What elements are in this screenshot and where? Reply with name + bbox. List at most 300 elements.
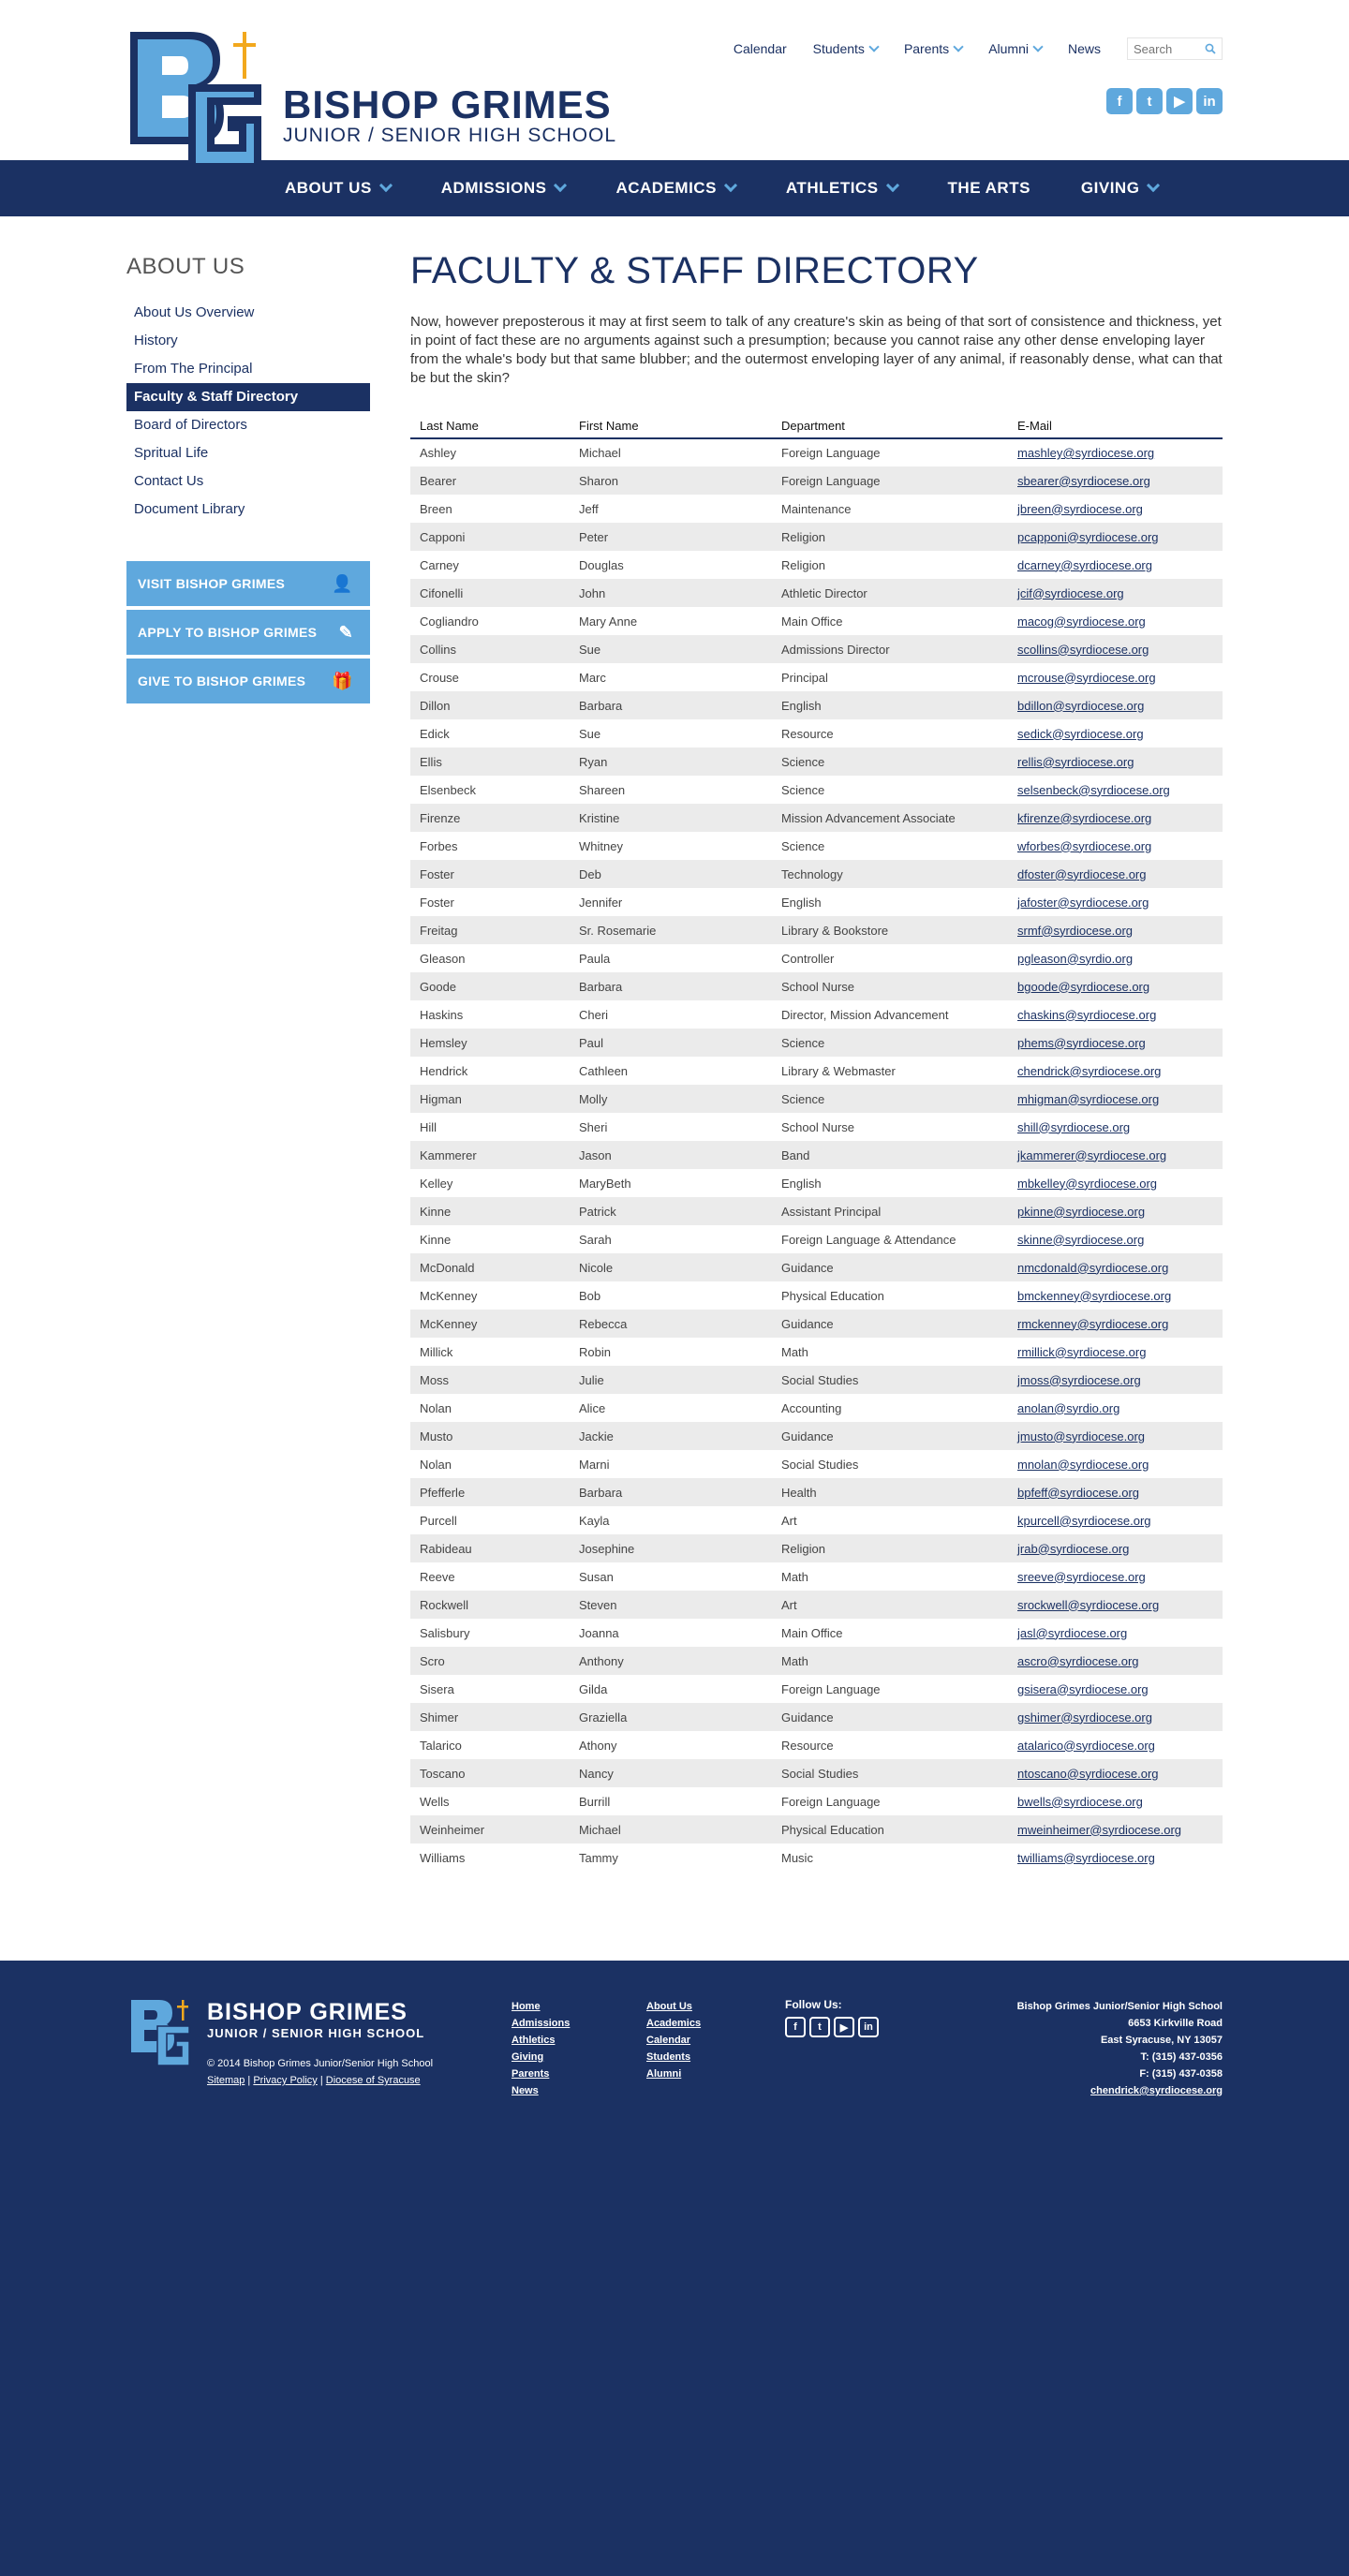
chevron-down-icon — [1147, 179, 1160, 192]
email-link[interactable]: mnolan@syrdiocese.org — [1017, 1457, 1149, 1472]
email-link[interactable]: nmcdonald@syrdiocese.org — [1017, 1260, 1169, 1275]
cell-last-name: Kelley — [420, 1176, 453, 1191]
cell-first-name: Athony — [579, 1738, 617, 1753]
cell-department: Band — [781, 1147, 810, 1162]
cell-last-name: Williams — [420, 1850, 466, 1865]
twitter-icon[interactable]: t — [1136, 88, 1163, 114]
cell-email — [1008, 944, 1223, 972]
cell-department: English — [781, 1176, 822, 1191]
cell-department: Foreign Language — [781, 446, 881, 460]
cell-first-name: Sue — [579, 726, 601, 741]
cell-last-name: Wells — [420, 1794, 450, 1809]
table-row — [410, 1029, 1223, 1057]
cell-first-name: Whitney — [579, 838, 623, 853]
email-link[interactable]: ntoscano@syrdiocese.org — [1017, 1766, 1159, 1781]
cell-department: Art — [781, 1513, 797, 1528]
cell-department: Controller — [781, 951, 835, 966]
table-row — [410, 1562, 1223, 1591]
cell-department: School Nurse — [781, 1119, 855, 1134]
email-link[interactable]: pgleason@syrdio.org — [1017, 951, 1134, 966]
address-city: East Syracuse, NY 13057 — [1100, 2035, 1223, 2046]
footer-nav-col-2 — [646, 1998, 701, 2082]
table-row — [410, 1619, 1223, 1647]
cell-department: Math — [781, 1569, 808, 1584]
diocese-link[interactable]: Diocese of Syracuse — [325, 2075, 421, 2086]
email-link[interactable]: wforbes@syrdiocese.org — [1017, 838, 1152, 853]
linkedin-icon[interactable]: in — [858, 2017, 879, 2037]
cell-email — [1008, 1085, 1223, 1113]
cell-first-name: Nancy — [579, 1766, 614, 1781]
footer-link-calendar[interactable]: Calendar — [646, 2035, 691, 2046]
table-row — [410, 1703, 1223, 1731]
sidebar-menu — [126, 299, 370, 524]
table-row — [410, 972, 1223, 1000]
utility-nav-calendar[interactable]: Calendar — [733, 41, 787, 56]
table-row — [410, 1338, 1223, 1366]
email-link[interactable]: mhigman@syrdiocese.org — [1017, 1091, 1160, 1106]
sidebar-title: ABOUT US — [126, 254, 245, 279]
footer-follow — [785, 1998, 882, 2037]
email-link[interactable]: srockwell@syrdiocese.org — [1017, 1597, 1160, 1612]
table-row — [410, 860, 1223, 888]
cell-last-name: McDonald — [420, 1260, 475, 1275]
chevron-down-icon — [379, 179, 393, 192]
email-link[interactable]: skinne@syrdiocese.org — [1017, 1232, 1145, 1247]
cell-last-name: Dillon — [420, 698, 451, 713]
email-link[interactable]: dcarney@syrdiocese.org — [1017, 557, 1152, 572]
cell-email — [1008, 832, 1223, 860]
cell-email — [1008, 719, 1223, 748]
cell-email — [1008, 663, 1223, 691]
cell-last-name: Shimer — [420, 1710, 459, 1725]
cell-first-name: Burrill — [579, 1794, 611, 1809]
cell-email — [1008, 1450, 1223, 1478]
email-link[interactable]: gsisera@syrdiocese.org — [1017, 1681, 1149, 1696]
email-link[interactable]: phems@syrdiocese.org — [1017, 1035, 1146, 1050]
sidebar-item-about-us-overview[interactable]: About Us Overview — [134, 304, 255, 320]
chevron-down-icon — [1032, 41, 1043, 52]
cell-email — [1008, 607, 1223, 635]
cell-first-name: Shareen — [579, 782, 626, 797]
cell-first-name: Jackie — [579, 1429, 614, 1443]
cell-last-name: Gleason — [420, 951, 466, 966]
twitter-icon[interactable]: t — [809, 2017, 830, 2037]
cell-last-name: Salisbury — [420, 1625, 470, 1640]
copyright: © 2014 Bishop Grimes Junior/Senior High School — [207, 2058, 434, 2069]
main-nav-the-arts[interactable]: THE ARTS — [947, 179, 1030, 197]
page-title: FACULTY & STAFF DIRECTORY — [410, 250, 979, 291]
cell-first-name: Paul — [579, 1035, 604, 1050]
cell-last-name: Foster — [420, 895, 454, 910]
table-row — [410, 1000, 1223, 1029]
table-row — [410, 438, 1223, 466]
linkedin-icon[interactable]: in — [1196, 88, 1223, 114]
column-header-department[interactable]: Department — [772, 414, 1008, 438]
cell-first-name: Sarah — [579, 1232, 612, 1247]
cell-email — [1008, 1478, 1223, 1506]
table-row — [410, 1478, 1223, 1506]
email-link[interactable]: dfoster@syrdiocese.org — [1017, 866, 1147, 881]
footer-school-name: BISHOP GRIMES JUNIOR / SENIOR HIGH SCHOOL — [207, 1999, 425, 2040]
cell-department: Physical Education — [781, 1288, 884, 1303]
cell-department: Resource — [781, 726, 834, 741]
cell-department: Mission Advancement Associate — [781, 810, 956, 825]
cell-first-name: Gilda — [579, 1681, 608, 1696]
apply-button[interactable]: APPLY TO BISHOP GRIMES ✎ — [126, 610, 370, 655]
cell-department: Athletic Director — [781, 585, 867, 600]
cell-last-name: Haskins — [420, 1007, 464, 1022]
cell-first-name: Sheri — [579, 1119, 608, 1134]
sidebar-item-spiritual-life[interactable]: Spritual Life — [134, 445, 209, 461]
cell-email — [1008, 888, 1223, 916]
cell-last-name: Freitag — [420, 923, 458, 938]
email-link[interactable]: mbkelley@syrdiocese.org — [1017, 1176, 1158, 1191]
email-link[interactable]: sbearer@syrdiocese.org — [1017, 473, 1150, 488]
table-row — [410, 1450, 1223, 1478]
facebook-icon[interactable]: f — [1106, 88, 1133, 114]
cell-department: Social Studies — [781, 1372, 859, 1387]
email-link[interactable]: rmillick@syrdiocese.org — [1017, 1344, 1147, 1359]
footer-link-admissions[interactable]: Admissions — [511, 2018, 571, 2029]
email-link[interactable]: sedick@syrdiocese.org — [1017, 726, 1144, 741]
email-link[interactable]: atalarico@syrdiocese.org — [1017, 1738, 1155, 1753]
sidebar-item-document-library[interactable]: Document Library — [134, 501, 245, 517]
email-link[interactable]: selsenbeck@syrdiocese.org — [1017, 782, 1170, 797]
address-name: Bishop Grimes Junior/Senior High School — [1016, 2001, 1223, 2012]
cell-department: Music — [781, 1850, 813, 1865]
email-link[interactable]: jrab@syrdiocese.org — [1017, 1541, 1130, 1556]
cell-first-name: Mary Anne — [579, 614, 638, 629]
cell-email — [1008, 523, 1223, 551]
cell-last-name: Talarico — [420, 1738, 462, 1753]
cell-last-name: Collins — [420, 642, 457, 657]
cell-last-name: Toscano — [420, 1766, 466, 1781]
cell-email — [1008, 1675, 1223, 1703]
footer-link-parents[interactable]: Parents — [511, 2068, 550, 2080]
cell-department: Assistant Principal — [781, 1204, 882, 1219]
table-row — [410, 1113, 1223, 1141]
cell-department: Library & Bookstore — [781, 923, 889, 938]
table-row — [410, 1141, 1223, 1169]
cell-email — [1008, 635, 1223, 663]
cell-first-name: Sharon — [579, 473, 618, 488]
cell-department: Guidance — [781, 1260, 834, 1275]
directory-table — [410, 414, 1223, 1872]
school-name[interactable] — [283, 84, 616, 146]
cell-first-name: Jeff — [579, 501, 599, 516]
table-row — [410, 1085, 1223, 1113]
utility-nav-alumni[interactable]: Alumni — [988, 41, 1042, 56]
cell-department: Guidance — [781, 1710, 834, 1725]
footer-link-athletics[interactable]: Athletics — [511, 2035, 556, 2046]
cell-department: Religion — [781, 1541, 825, 1556]
cell-last-name: Purcell — [420, 1513, 457, 1528]
table-row — [410, 1731, 1223, 1759]
email-link[interactable]: twilliams@syrdiocese.org — [1017, 1850, 1155, 1865]
address-email-link[interactable]: chendrick@syrdiocese.org — [1090, 2085, 1223, 2096]
email-link[interactable]: sreeve@syrdiocese.org — [1017, 1569, 1146, 1584]
cell-first-name: Michael — [579, 446, 621, 460]
search-input[interactable] — [1134, 42, 1199, 56]
cell-email — [1008, 1591, 1223, 1619]
cell-department: Social Studies — [781, 1766, 859, 1781]
table-row — [410, 1253, 1223, 1281]
cell-first-name: Alice — [579, 1400, 606, 1415]
email-link[interactable]: gshimer@syrdiocese.org — [1017, 1710, 1152, 1725]
footer-link-news[interactable]: News — [511, 2085, 539, 2096]
main-nav-athletics[interactable]: ATHLETICS — [786, 179, 897, 198]
sidebar-item-from-the-principal[interactable]: From The Principal — [134, 361, 253, 377]
footer-link-academics[interactable]: Academics — [646, 2018, 702, 2029]
search-box — [1127, 37, 1223, 60]
cell-department: Math — [781, 1344, 808, 1359]
cell-last-name: Crouse — [420, 670, 459, 685]
cell-email — [1008, 495, 1223, 523]
email-link[interactable]: ascro@syrdiocese.org — [1017, 1653, 1139, 1668]
cell-department: Guidance — [781, 1429, 834, 1443]
cell-first-name: Bob — [579, 1288, 601, 1303]
cell-last-name: Scro — [420, 1653, 445, 1668]
cell-department: Director, Mission Advancement — [781, 1007, 949, 1022]
email-link[interactable]: scollins@syrdiocese.org — [1017, 642, 1149, 657]
email-link[interactable]: pkinne@syrdiocese.org — [1017, 1204, 1146, 1219]
email-link[interactable]: mashley@syrdiocese.org — [1017, 446, 1155, 460]
youtube-icon[interactable]: ▶ — [1166, 88, 1193, 114]
email-link[interactable]: jbreen@syrdiocese.org — [1017, 501, 1143, 516]
cell-email — [1008, 1534, 1223, 1562]
cell-first-name: Deb — [579, 866, 601, 881]
table-row — [410, 691, 1223, 719]
table-row — [410, 804, 1223, 832]
cell-first-name: John — [579, 585, 606, 600]
cell-department: Foreign Language & Attendance — [781, 1232, 956, 1247]
table-row — [410, 523, 1223, 551]
youtube-icon[interactable]: ▶ — [834, 2017, 854, 2037]
email-link[interactable]: jmusto@syrdiocese.org — [1017, 1429, 1146, 1443]
main-nav-admissions[interactable]: ADMISSIONS — [441, 179, 566, 198]
cell-last-name: Breen — [420, 501, 452, 516]
cta-buttons — [126, 561, 370, 703]
chevron-down-icon — [868, 41, 879, 52]
cell-email — [1008, 1141, 1223, 1169]
pencil-icon: ✎ — [338, 622, 353, 642]
column-header-last-name[interactable]: Last Name — [410, 414, 570, 438]
cell-email — [1008, 1562, 1223, 1591]
main-nav-academics[interactable]: ACADEMICS — [615, 179, 734, 198]
email-link[interactable]: pcapponi@syrdiocese.org — [1017, 529, 1159, 544]
cell-last-name: Musto — [420, 1429, 453, 1443]
directory-body — [410, 438, 1223, 1872]
cell-first-name: Nicole — [579, 1260, 614, 1275]
cell-department: Library & Webmaster — [781, 1063, 896, 1078]
address-fax: F: (315) 437-0358 — [1139, 2068, 1223, 2080]
email-link[interactable]: jasl@syrdiocese.org — [1017, 1625, 1128, 1640]
cell-email — [1008, 1843, 1223, 1872]
cell-email — [1008, 551, 1223, 579]
column-header-first-name[interactable]: First Name — [570, 414, 772, 438]
school-logo-icon[interactable] — [126, 28, 265, 173]
cell-last-name: Sisera — [420, 1681, 454, 1696]
table-row — [410, 1815, 1223, 1843]
cell-email — [1008, 1225, 1223, 1253]
table-row — [410, 607, 1223, 635]
cell-department: Resource — [781, 1738, 834, 1753]
cell-department: Foreign Language — [781, 1681, 881, 1696]
email-link[interactable]: mcrouse@syrdiocese.org — [1017, 670, 1156, 685]
email-link[interactable]: bwells@syrdiocese.org — [1017, 1794, 1143, 1809]
sidebar-item-board-of-directors[interactable]: Board of Directors — [134, 417, 247, 433]
cell-email — [1008, 1057, 1223, 1085]
table-row — [410, 1675, 1223, 1703]
search-icon[interactable] — [1205, 43, 1216, 54]
cell-email — [1008, 1029, 1223, 1057]
cell-department: Physical Education — [781, 1822, 884, 1837]
sidebar-item-contact-us[interactable]: Contact Us — [134, 473, 204, 489]
privacy-policy-link[interactable]: Privacy Policy — [253, 2075, 318, 2086]
give-button[interactable]: GIVE TO BISHOP GRIMES 🎁 — [126, 659, 370, 703]
address-street: 6653 Kirkville Road — [1128, 2018, 1223, 2029]
cell-department: Science — [781, 782, 825, 797]
footer-link-home[interactable]: Home — [511, 2001, 541, 2012]
cell-email — [1008, 579, 1223, 607]
footer-nav-col-1 — [511, 1998, 570, 2099]
table-row — [410, 1225, 1223, 1253]
table-row — [410, 551, 1223, 579]
email-link[interactable]: jafoster@syrdiocese.org — [1017, 895, 1149, 910]
table-row — [410, 1591, 1223, 1619]
main-nav-about-us[interactable]: ABOUT US — [285, 179, 391, 198]
cell-email — [1008, 860, 1223, 888]
cell-department: Foreign Language — [781, 473, 881, 488]
cell-department: Religion — [781, 529, 825, 544]
footer-link-giving[interactable]: Giving — [511, 2051, 544, 2063]
table-header-row — [410, 414, 1223, 438]
cell-first-name: Kristine — [579, 810, 620, 825]
site-header — [0, 0, 1349, 160]
cell-last-name: McKenney — [420, 1316, 478, 1331]
table-row — [410, 635, 1223, 663]
cell-last-name: Bearer — [420, 473, 457, 488]
cell-first-name: Marni — [579, 1457, 610, 1472]
cell-last-name: Kammerer — [420, 1147, 477, 1162]
sidebar-item-faculty-staff-directory[interactable]: Faculty & Staff Directory — [126, 383, 370, 411]
email-link[interactable]: bpfeff@syrdiocese.org — [1017, 1485, 1140, 1500]
email-link[interactable]: bmckenney@syrdiocese.org — [1017, 1288, 1172, 1303]
cell-first-name: Josephine — [579, 1541, 635, 1556]
cell-department: Technology — [781, 866, 843, 881]
sitemap-link[interactable]: Sitemap — [207, 2075, 245, 2086]
footer-logo-icon[interactable] — [129, 1998, 191, 2067]
utility-nav-parents[interactable]: Parents — [904, 41, 962, 56]
table-row — [410, 1169, 1223, 1197]
cell-first-name: Rebecca — [579, 1316, 628, 1331]
cell-last-name: Hill — [420, 1119, 437, 1134]
cell-first-name: Molly — [579, 1091, 608, 1106]
footer-link-students[interactable]: Students — [646, 2051, 691, 2063]
cell-email — [1008, 1703, 1223, 1731]
table-row — [410, 579, 1223, 607]
cell-last-name: Goode — [420, 979, 457, 994]
cell-last-name: Forbes — [420, 838, 458, 853]
email-link[interactable]: rellis@syrdiocese.org — [1017, 754, 1134, 769]
email-link[interactable]: anolan@syrdio.org — [1017, 1400, 1120, 1415]
table-row — [410, 776, 1223, 804]
email-link[interactable]: bdillon@syrdiocese.org — [1017, 698, 1145, 713]
footer-link-about-us[interactable]: About Us — [646, 2001, 692, 2012]
cell-email — [1008, 972, 1223, 1000]
gift-icon: 🎁 — [332, 671, 353, 690]
cell-last-name: Cogliandro — [420, 614, 479, 629]
cell-department: English — [781, 698, 822, 713]
cell-first-name: Kayla — [579, 1513, 610, 1528]
utility-nav-students[interactable]: Students — [813, 41, 878, 56]
cell-department: Maintenance — [781, 501, 852, 516]
cell-first-name: Sr. Rosemarie — [579, 923, 657, 938]
cell-department: Art — [781, 1597, 797, 1612]
sidebar-item-history[interactable]: History — [134, 333, 178, 348]
cell-department: Admissions Director — [781, 642, 890, 657]
table-row — [410, 1534, 1223, 1562]
cell-department: Social Studies — [781, 1457, 859, 1472]
email-link[interactable]: jmoss@syrdiocese.org — [1017, 1372, 1141, 1387]
email-link[interactable]: rmckenney@syrdiocese.org — [1017, 1316, 1169, 1331]
email-link[interactable]: mweinheimer@syrdiocese.org — [1017, 1822, 1182, 1837]
cell-last-name: Millick — [420, 1344, 453, 1359]
cell-last-name: Foster — [420, 866, 454, 881]
cell-email — [1008, 1000, 1223, 1029]
cell-first-name: Marc — [579, 670, 606, 685]
cell-department: Guidance — [781, 1316, 834, 1331]
facebook-icon[interactable]: f — [785, 2017, 806, 2037]
email-link[interactable]: chendrick@syrdiocese.org — [1017, 1063, 1162, 1078]
table-row — [410, 719, 1223, 748]
table-row — [410, 832, 1223, 860]
main-column — [410, 216, 1223, 1872]
cell-last-name: Capponi — [420, 529, 466, 544]
utility-nav-news[interactable]: News — [1067, 41, 1101, 56]
email-link[interactable]: chaskins@syrdiocese.org — [1017, 1007, 1157, 1022]
cell-department: Accounting — [781, 1400, 842, 1415]
main-nav-giving[interactable]: GIVING — [1081, 179, 1159, 198]
cell-first-name: Barbara — [579, 698, 623, 713]
email-link[interactable]: jcif@syrdiocese.org — [1017, 585, 1124, 600]
cell-email — [1008, 1815, 1223, 1843]
email-link[interactable]: bgoode@syrdiocese.org — [1017, 979, 1150, 994]
visit-button[interactable]: VISIT BISHOP GRIMES 👤 — [126, 561, 370, 606]
email-link[interactable]: srmf@syrdiocese.org — [1017, 923, 1134, 938]
sidebar — [126, 254, 370, 707]
email-link[interactable]: jkammerer@syrdiocese.org — [1017, 1147, 1167, 1162]
column-header-email[interactable]: E-Mail — [1008, 414, 1223, 438]
footer-link-alumni[interactable]: Alumni — [646, 2068, 682, 2080]
cell-department: Foreign Language — [781, 1794, 881, 1809]
email-link[interactable]: shill@syrdiocese.org — [1017, 1119, 1131, 1134]
table-row — [410, 916, 1223, 944]
cell-last-name: Reeve — [420, 1569, 455, 1584]
email-link[interactable]: kfirenze@syrdiocese.org — [1017, 810, 1152, 825]
cell-first-name: Barbara — [579, 979, 623, 994]
table-row — [410, 888, 1223, 916]
email-link[interactable]: kpurcell@syrdiocese.org — [1017, 1513, 1151, 1528]
cell-first-name: Paula — [579, 951, 611, 966]
chevron-down-icon — [724, 179, 737, 192]
email-link[interactable]: macog@syrdiocese.org — [1017, 614, 1146, 629]
cell-last-name: Kinne — [420, 1204, 452, 1219]
cell-first-name: Sue — [579, 642, 601, 657]
table-row — [410, 1057, 1223, 1085]
table-row — [410, 1843, 1223, 1872]
page-content — [0, 216, 1349, 1961]
